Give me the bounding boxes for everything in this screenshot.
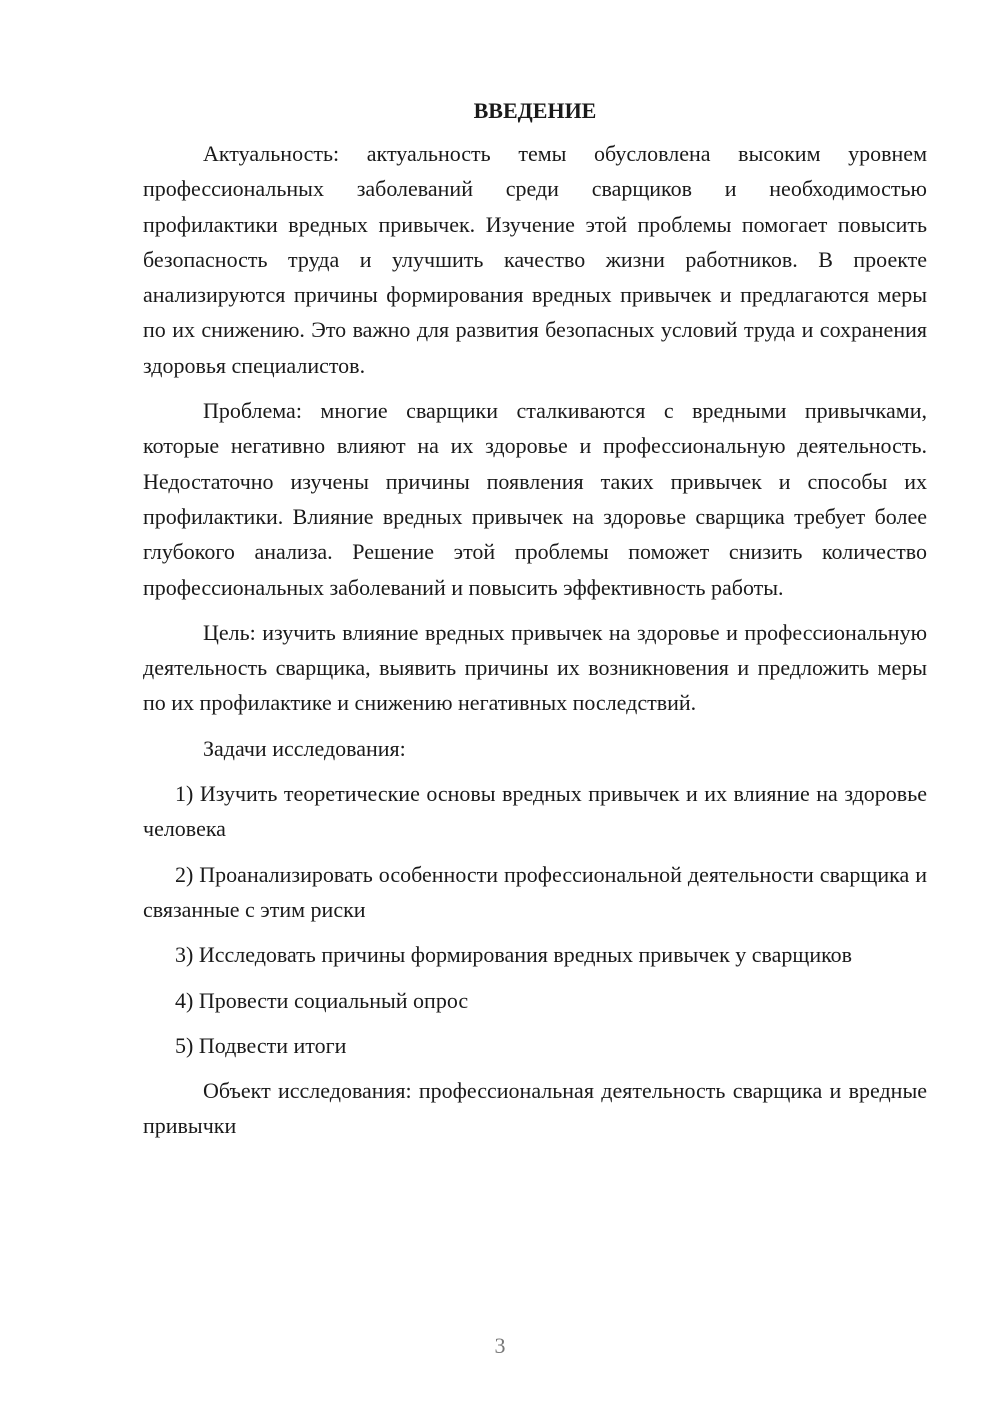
paragraph-relevance: Актуальность: актуальность темы обусловлена высоким уровнем профессиональных заболеваний среди сварщиков и необходимостью профилактики вредных привычек. Изучение этой проблемы помогает повысить безопасность труда и улучшить качество жизни работников. В проекте анализируются причины формирования вредных привычек и предлагаются меры по их снижению. Это важно для развития безопасных условий труда и сохранения здоровья специалистов. [143, 141, 927, 378]
task-item-3: 3) Исследовать причины формирования вредных привычек у сварщиков [175, 942, 853, 968]
task-item-5: 5) Подвести итоги [175, 1032, 347, 1058]
page-content [143, 93, 927, 1154]
tasks-heading: Задачи исследования: [203, 735, 406, 761]
paragraph-goal: Цель: изучить влияние вредных привычек на здоровье и профессиональную деятельность сварщика, выявить причины их возникновения и предложить меры по их профилактике и снижению негативных последствий. [143, 619, 927, 716]
task-item-1: 1) Изучить теоретические основы вредных привычек и их влияние на здоровье человека [143, 781, 927, 842]
paragraph-problem: Проблема: многие сварщики сталкиваются с вредными привычками, которые негативно влияют на их здоровье и профессиональную деятельность. Недостаточно изучены причины появления таких привычек и способы их профилактики. Влияние вредных привычек на здоровье сварщика требует более глубокого анализа. Решение этой проблемы поможет снизить количество профессиональных заболеваний и повысить эффективность работы. [143, 398, 927, 600]
task-item-4: 4) Провести социальный опрос [175, 987, 469, 1013]
page-title: ВВЕДЕНИЕ [473, 98, 597, 123]
page-number: 3 [494, 1333, 506, 1358]
paragraph-object: Объект исследования: профессиональная деятельность сварщика и вредные привычки [143, 1078, 927, 1139]
task-item-2: 2) Проанализировать особенности профессиональной деятельности сварщика и связанные с этим риски [143, 861, 927, 922]
